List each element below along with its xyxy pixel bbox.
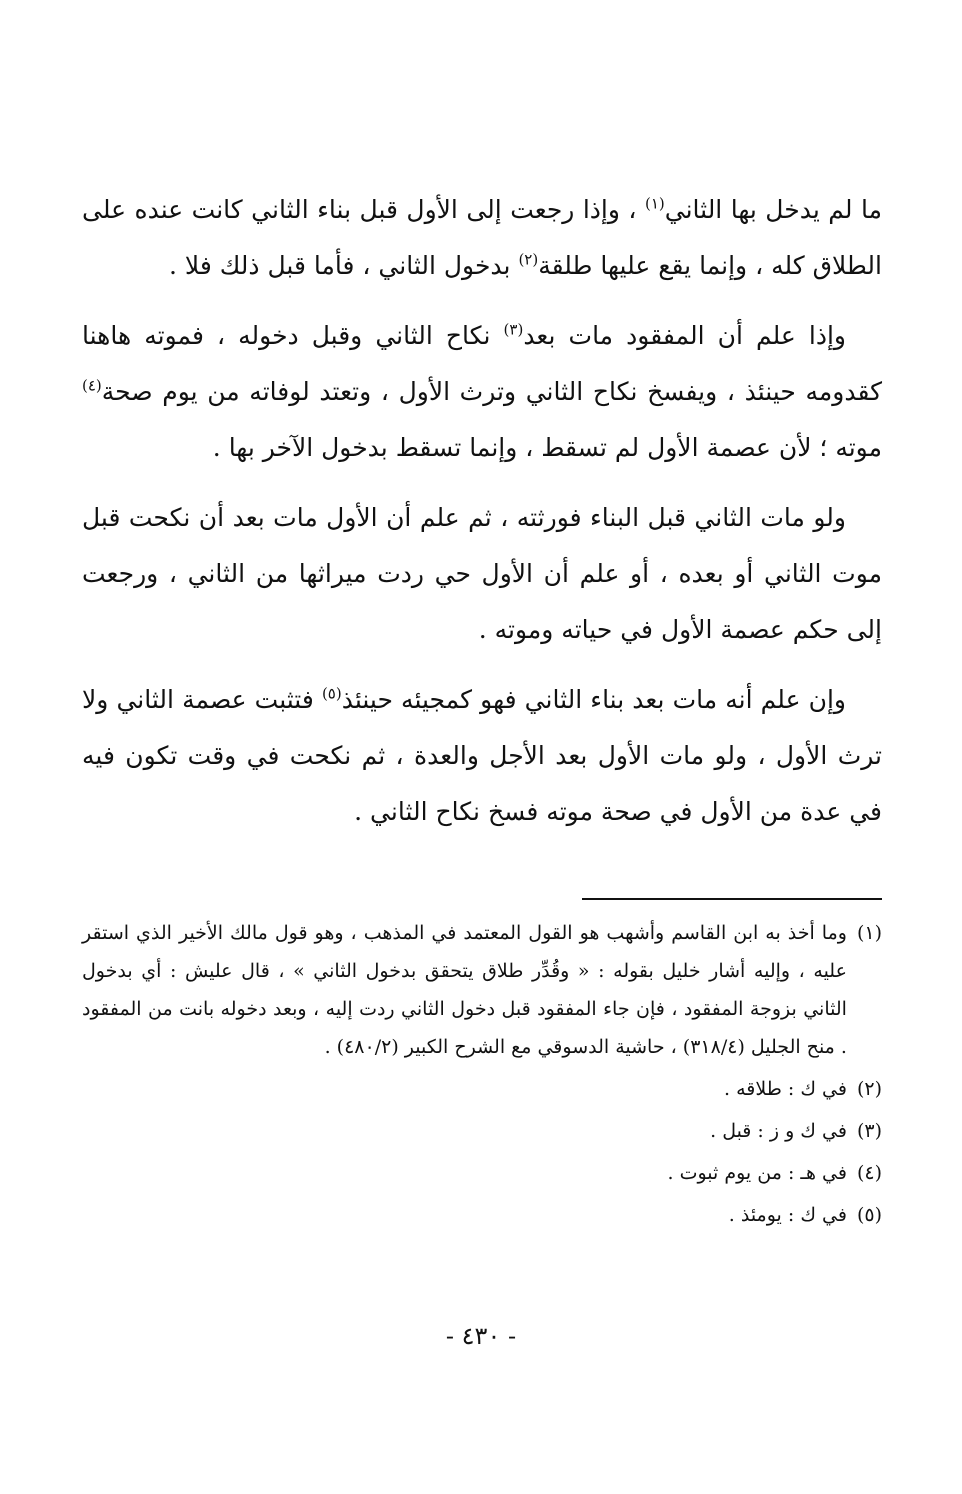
footnote-ref-3: (٣) (503, 320, 524, 339)
footnote-text: في هـ : من يوم ثبوت . (667, 1162, 847, 1184)
main-text (82, 182, 882, 840)
footnote-ref-2: (٢) (518, 250, 539, 269)
paragraph-2-text-a: وإذا علم أن المفقود مات بعد (523, 321, 846, 350)
footnote-4 (82, 1154, 882, 1192)
footnote-number: (٤) (856, 1162, 882, 1184)
footnote-5 (82, 1196, 882, 1234)
paragraph-1 (82, 182, 882, 294)
paragraph-4-text-b: فتثبت عصمة الثاني ولا ترث الأول ، ولو مات الأول بعد الأجل والعدة ، ثم نكحت في وقت تكون فيه في عدة من الأول في صحة موته فسخ نكاح الثاني . (82, 685, 882, 826)
paragraph-3 (82, 490, 882, 658)
footnote-ref-5: (٥) (321, 684, 342, 703)
footnote-text: في ك : طلاقه . (724, 1078, 847, 1100)
footnotes (82, 898, 882, 1234)
paragraph-1-text-a: ما لم يدخل بها الثاني (664, 195, 882, 224)
paragraph-2-text-c: موته ؛ لأن عصمة الأول لم تسقط ، وإنما تسقط بدخول الآخر بها . (212, 433, 882, 462)
paragraph-3-text: ولو مات الثاني قبل البناء فورثته ، ثم علم أن الأول مات بعد أن نكحت قبل موت الثاني أو بعده ، أو علم أن الأول حي ردت ميراثها من الثاني ، ورجعت إلى حكم عصمة الأول في حياته وموته . (82, 503, 882, 644)
footnote-3 (82, 1112, 882, 1150)
paragraph-1-text-b: ، وإذا رجعت إلى الأول قبل بناء الثاني كانت عنده على الطلاق كله ، وإنما يقع عليها طلقة (82, 195, 882, 280)
footnote-ref-1: (١) (644, 194, 665, 213)
page-number: - ٤٣٠ - (445, 1322, 517, 1350)
paragraph-1-text-c: بدخول الثاني ، فأما قبل ذلك فلا . (169, 251, 519, 280)
paragraph-4-text-a: وإن علم أنه مات بعد بناء الثاني فهو كمجيئه حينئذ (341, 685, 846, 714)
footnote-text: وما أخذ به ابن القاسم وأشهب هو القول المعتمد في المذهب ، وهو قول مالك الأخير الذي استقر عليه ، وإليه أشار خليل بقوله : « وقُدِّر طلاق يتحقق بدخول الثاني » ، قال عليش : أي بدخول الثاني بزوجة المفقود ، فإن جاء المفقود قبل دخول الثاني ردت إليه ، وبعد دخوله بانت من المفقود . منح الجليل (٣١٨/٤) ، حاشية الدسوقي مع الشرح الكبير (٤٨٠/٢) . (82, 922, 847, 1058)
footnote-1 (82, 914, 882, 1066)
footnote-number: (٥) (856, 1204, 882, 1226)
paragraph-2 (82, 308, 882, 476)
footnote-2 (82, 1070, 882, 1108)
footnote-text: في ك و ز : قبل . (710, 1120, 847, 1142)
paragraph-2-text-b: نكاح الثاني وقبل دخوله ، فموته هاهنا كقدومه حينئذ ، ويفسخ نكاح الثاني وترث الأول ، وتعتد لوفاته من يوم صحة (82, 321, 882, 406)
footnote-number: (١) (856, 922, 882, 944)
footnote-ref-4: (٤) (82, 376, 102, 395)
paragraph-4 (82, 672, 882, 840)
footnote-number: (٣) (856, 1120, 882, 1142)
footnote-text: في ك : يومئذ . (728, 1204, 847, 1226)
footnote-number: (٢) (856, 1078, 882, 1100)
footnote-separator (582, 898, 882, 900)
